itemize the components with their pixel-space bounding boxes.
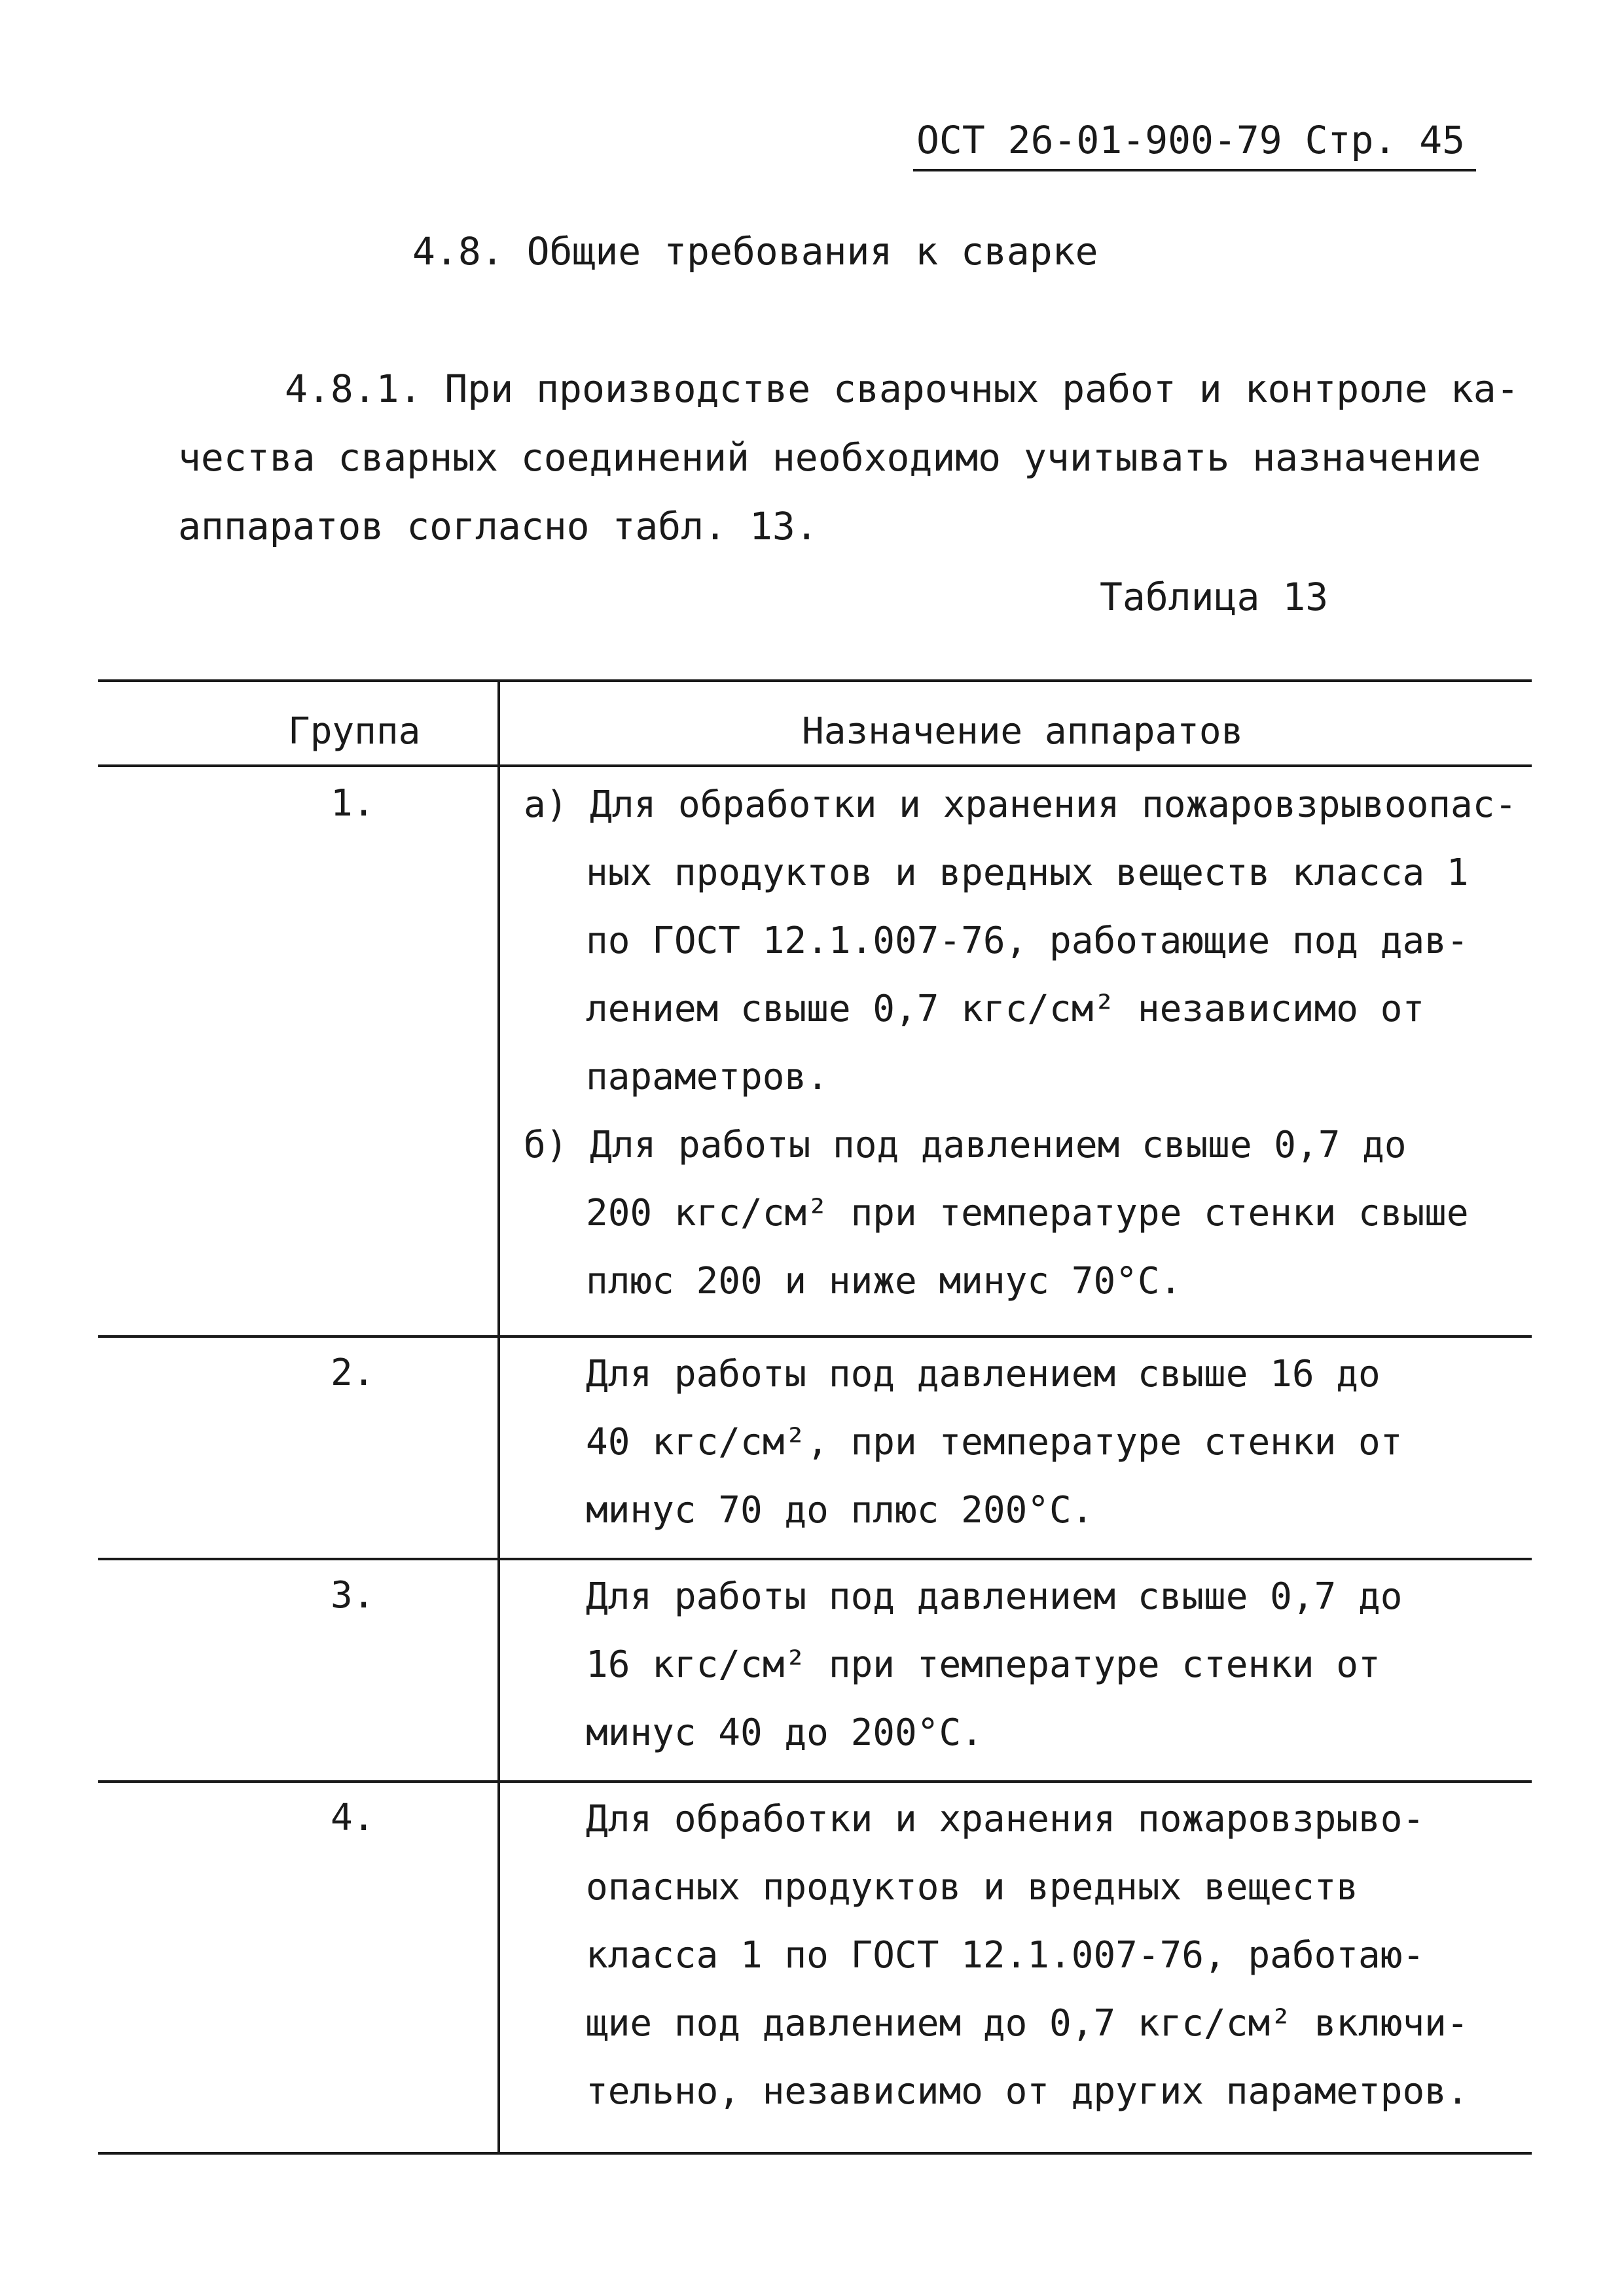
purpose-line: лением свыше 0,7 кгс/см² независимо от <box>586 988 1425 1030</box>
purpose-line: тельно, независимо от других параметров. <box>586 2070 1469 2113</box>
purpose-line: класса 1 по ГОСТ 12.1.007-76, работаю- <box>586 1934 1425 1977</box>
table-bottom-rule <box>98 2152 1532 2155</box>
purpose-line: минус 70 до плюс 200°С. <box>586 1489 1094 1532</box>
table-row-purpose <box>524 1563 1402 1767</box>
purpose-line: параметров. <box>586 1056 829 1098</box>
paragraph-line: чества сварных соединений необходимо учитывать назначение <box>178 435 1481 480</box>
purpose-line: по ГОСТ 12.1.007-76, работающие под дав- <box>586 920 1469 962</box>
table-row-rule <box>98 1558 1532 1560</box>
group-number: 1. <box>331 782 375 825</box>
paragraph-line: аппаратов согласно табл. 13. <box>178 504 818 548</box>
table-header-rule <box>98 764 1532 767</box>
table-row-purpose <box>524 1785 1469 2126</box>
table-top-rule <box>98 679 1532 682</box>
purpose-line: щие под давлением до 0,7 кгс/см² включи- <box>586 2002 1469 2045</box>
purpose-line: плюс 200 и ниже минус 70°С. <box>586 1260 1182 1302</box>
group-number: 4. <box>331 1797 375 1839</box>
table-row-rule <box>98 1780 1532 1783</box>
purpose-line: Для работы под давлением свыше 0,7 до <box>586 1575 1403 1618</box>
group-number: 3. <box>331 1574 375 1617</box>
paragraph-line: 4.8.1. При производстве сварочных работ и контроле ка- <box>285 367 1519 411</box>
purpose-line: опасных продуктов и вредных веществ <box>586 1866 1359 1909</box>
table-caption: Таблица 13 <box>1100 575 1329 619</box>
document-header: ОСТ 26-01-900-79 Стр. 45 <box>916 118 1466 162</box>
purpose-line: Для обработки и хранения пожаровзрыво- <box>586 1798 1425 1840</box>
purpose-line: минус 40 до 200°С. <box>586 1712 983 1754</box>
table-row-rule <box>98 1335 1532 1338</box>
purpose-line: б) Для работы под давлением свыше 0,7 до <box>524 1124 1407 1166</box>
section-title: 4.8. Общие требования к сварке <box>412 229 1098 274</box>
table-row-purpose <box>524 1340 1402 1545</box>
column-header-group: Группа <box>288 710 421 753</box>
purpose-line: Для работы под давлением свыше 16 до <box>586 1353 1380 1395</box>
purpose-line: 40 кгс/см², при температуре стенки от <box>586 1421 1403 1463</box>
table-column-divider <box>497 679 500 2155</box>
column-header-purpose: Назначение аппаратов <box>802 710 1244 753</box>
purpose-line: а) Для обработки и хранения пожаровзрывоопас- <box>524 783 1517 826</box>
purpose-line: 200 кгс/см² при температуре стенки свыше <box>586 1192 1469 1234</box>
group-number: 2. <box>331 1352 375 1394</box>
table-row-purpose <box>524 771 1517 1316</box>
purpose-line: 16 кгс/см² при температуре стенки от <box>586 1643 1380 1686</box>
header-underline <box>913 169 1476 171</box>
purpose-line: ных продуктов и вредных веществ класса 1 <box>586 852 1469 894</box>
